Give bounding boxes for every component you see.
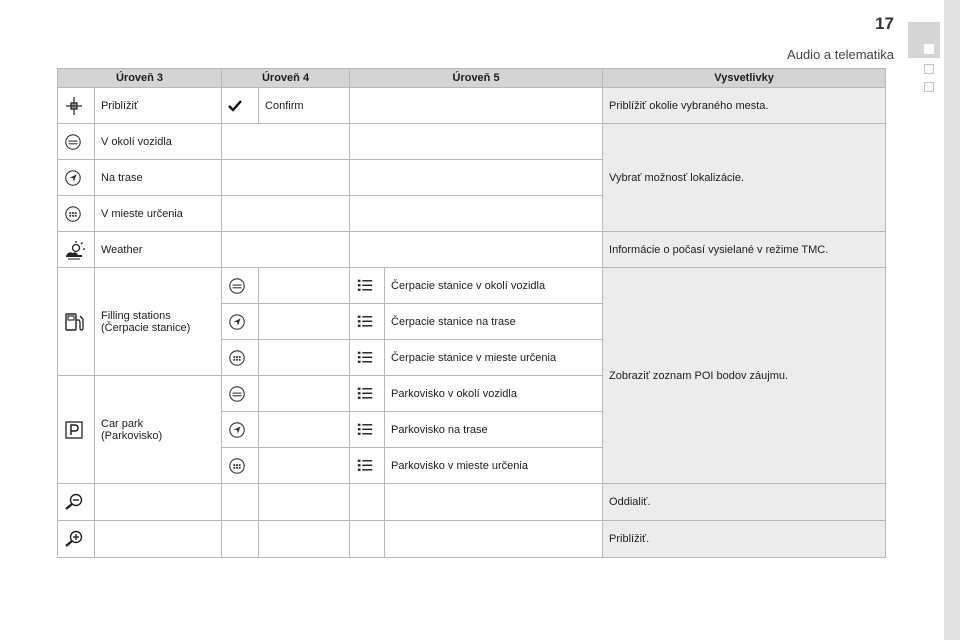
desc-weather: Informácie o počasí vysielané v režime TMC. <box>603 232 886 268</box>
desc-poi: Zobraziť zoznam POI bodov záujmu. <box>603 268 886 484</box>
table-row <box>58 521 886 558</box>
level3-car-park: Car park (Parkovisko) <box>95 376 222 484</box>
table-row <box>58 124 886 160</box>
table-row <box>58 268 886 304</box>
header-level-4: Úroveň 4 <box>222 69 350 88</box>
table-row <box>58 232 886 268</box>
table-row <box>58 484 886 521</box>
check-icon <box>228 99 242 113</box>
level3-weather: Weather <box>95 232 222 268</box>
table-header-row <box>58 69 886 88</box>
level3-okoli: V okolí vozidla <box>95 124 222 160</box>
level3-urcenia: V mieste určenia <box>95 196 222 232</box>
destination-icon <box>64 205 82 223</box>
route-icon <box>64 169 82 187</box>
weather-icon <box>64 240 86 260</box>
desc-lokalizacie: Vybrať možnosť lokalizácie. <box>603 124 886 232</box>
list-icon <box>356 421 374 439</box>
header-explanations: Vysvetlivky <box>603 69 886 88</box>
header-level-3: Úroveň 3 <box>58 69 222 88</box>
level5-filling-trase: Čerpacie stanice na trase <box>385 304 603 340</box>
route-icon <box>228 421 246 439</box>
list-icon <box>356 313 374 331</box>
fuel-pump-icon <box>64 311 84 333</box>
destination-icon <box>228 349 246 367</box>
zoom-out-icon <box>64 493 84 511</box>
section-title: Audio a telematika <box>787 47 894 62</box>
level5-carpark-urcenia: Parkovisko v mieste určenia <box>385 448 603 484</box>
list-icon <box>356 457 374 475</box>
side-strip <box>944 0 960 640</box>
header-level-5: Úroveň 5 <box>350 69 603 88</box>
destination-icon <box>228 457 246 475</box>
vicinity-icon <box>228 385 246 403</box>
vicinity-icon <box>64 133 82 151</box>
chapter-marker <box>924 82 934 92</box>
level5-filling-urcenia: Čerpacie stanice v mieste určenia <box>385 340 603 376</box>
level3-filling-stations: Filling stations (Čerpacie stanice) <box>95 268 222 376</box>
list-icon <box>356 349 374 367</box>
zoom-in-icon <box>64 530 84 548</box>
parking-icon <box>64 420 84 440</box>
level3-trase: Na trase <box>95 160 222 196</box>
chapter-marker <box>924 64 934 74</box>
level3-priblizit: Priblížiť <box>95 88 222 124</box>
route-icon <box>228 313 246 331</box>
level5-carpark-okoli: Parkovisko v okolí vozidla <box>385 376 603 412</box>
level4-confirm: Confirm <box>259 88 350 124</box>
zoom-map-icon <box>64 96 84 116</box>
vicinity-icon <box>228 277 246 295</box>
desc-zoom-in: Priblížiť. <box>603 521 886 558</box>
page-number: 17 <box>875 14 894 33</box>
chapter-marker-active <box>924 44 934 54</box>
table-row <box>58 88 886 124</box>
level5-carpark-trase: Parkovisko na trase <box>385 412 603 448</box>
list-icon <box>356 277 374 295</box>
menu-levels-table <box>57 68 886 558</box>
desc-zoom-out: Oddialiť. <box>603 484 886 521</box>
desc-priblizit-mesto: Priblížiť okolie vybraného mesta. <box>603 88 886 124</box>
list-icon <box>356 385 374 403</box>
level5-filling-okoli: Čerpacie stanice v okolí vozidla <box>385 268 603 304</box>
